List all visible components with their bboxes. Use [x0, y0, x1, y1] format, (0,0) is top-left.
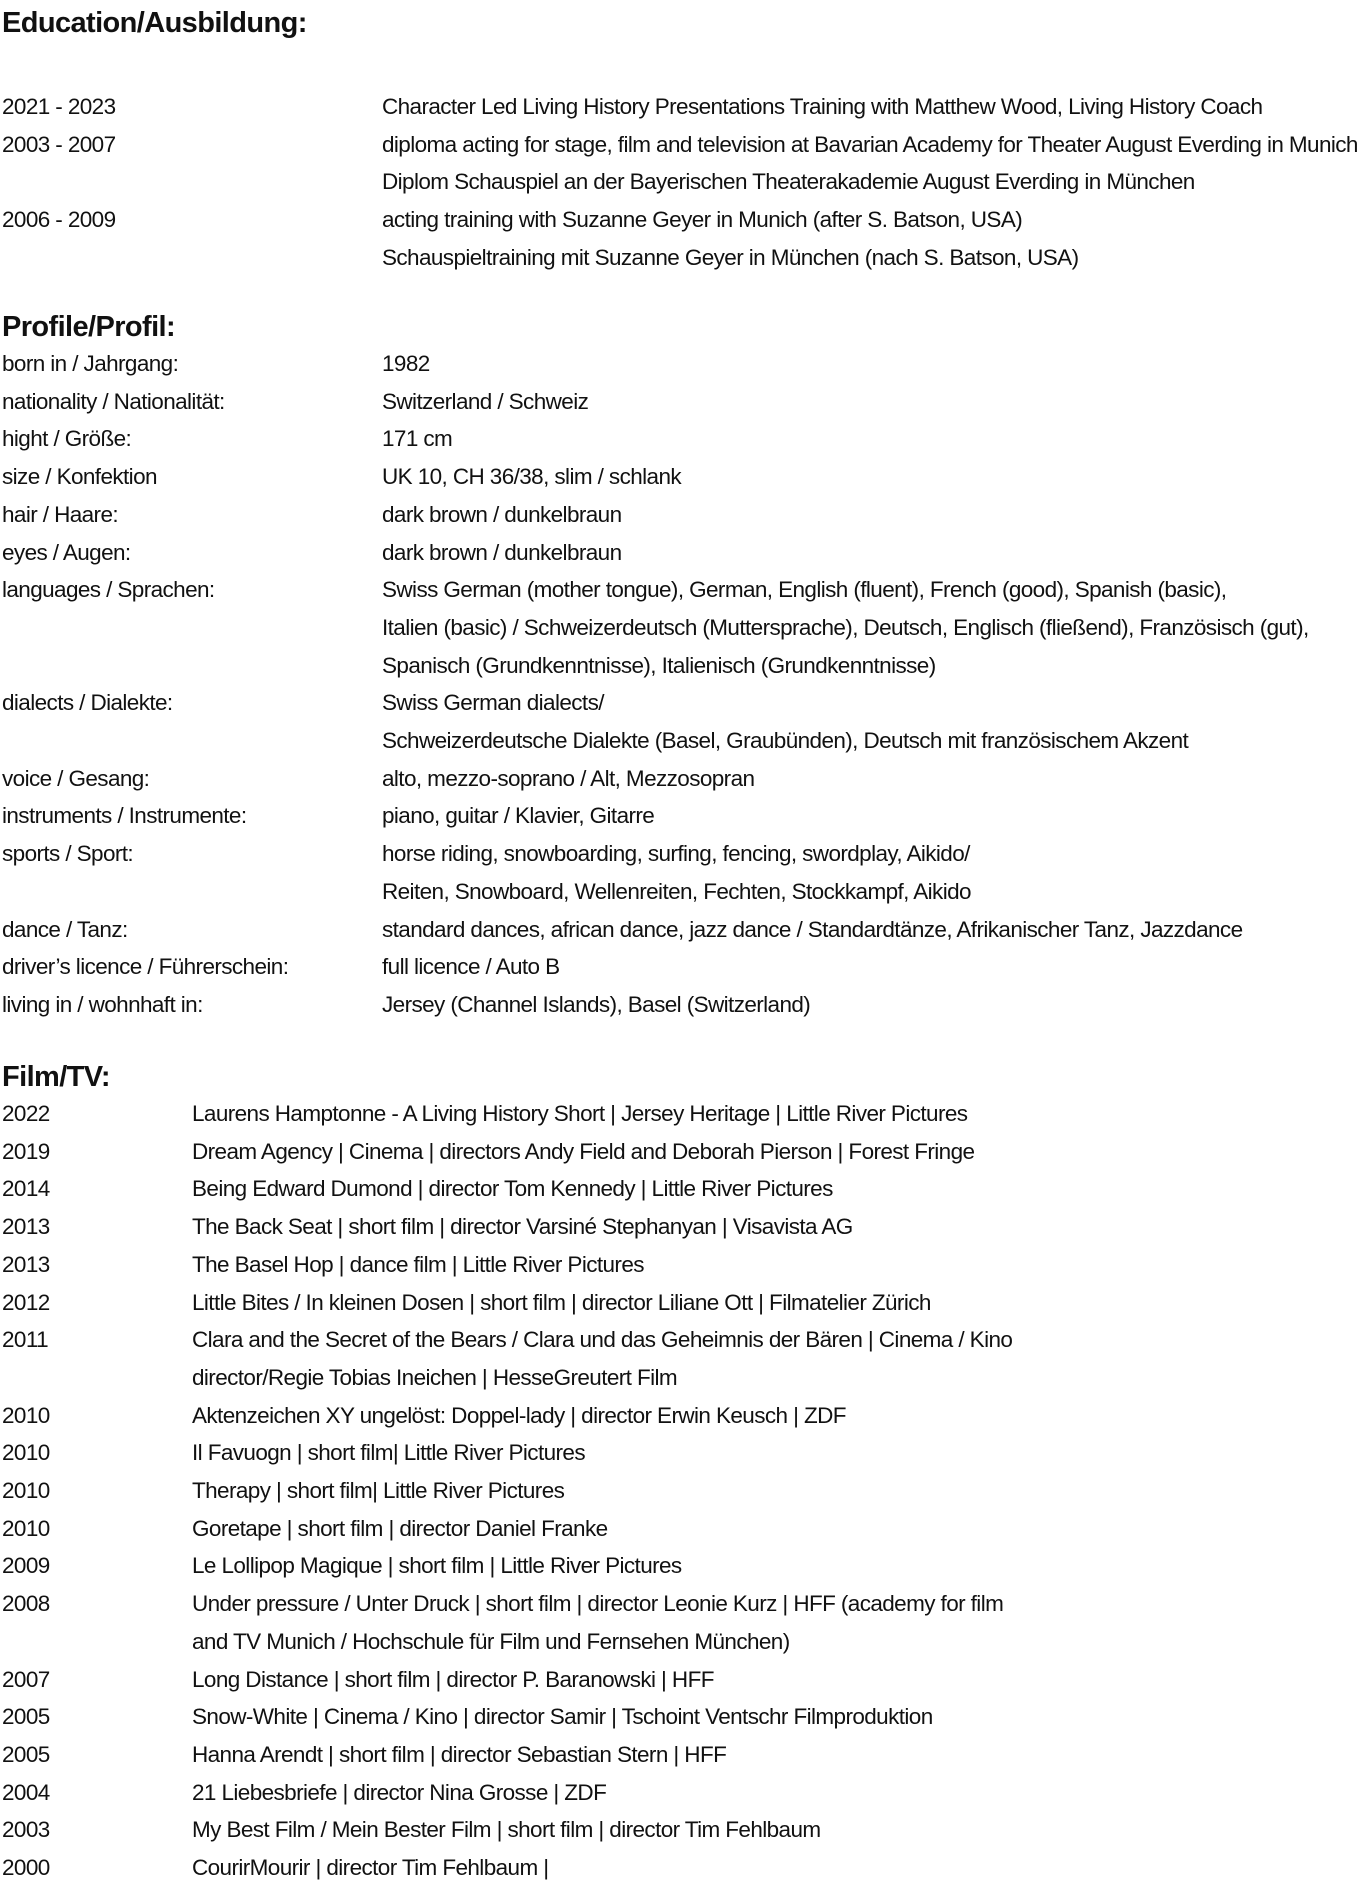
film-year: 2012: [2, 1289, 50, 1315]
film-year: 2005: [2, 1741, 50, 1767]
profile-entry: [2, 835, 1365, 910]
film-credit: [192, 1811, 821, 1849]
film-entry: [2, 1849, 1365, 1887]
film-entry: [2, 1811, 1365, 1849]
profile-label: nationality / Nationalität:: [2, 388, 225, 414]
film-entry: [2, 1170, 1365, 1208]
profile-label: size / Konfektion: [2, 464, 157, 490]
profile-entry: [2, 383, 1365, 421]
film-credit: [192, 1774, 606, 1812]
profile-label: dance / Tanz:: [2, 916, 128, 942]
profile-entry: [2, 534, 1365, 572]
education-heading: Education/Ausbildung:: [2, 7, 307, 39]
film-credit-line: Little Bites / In kleinen Dosen | short film | director Liliane Ott | Filmatelier Zürich: [192, 1289, 931, 1315]
profile-value-line: 171 cm: [382, 426, 453, 452]
film-entry: [2, 1133, 1365, 1171]
profile-entry: [2, 684, 1365, 759]
education-entry: [2, 126, 1365, 201]
profile-section: [2, 310, 1365, 1024]
film-credit: [192, 1547, 682, 1585]
film-credit: [192, 1208, 853, 1246]
film-credit-line: and TV Munich / Hochschule für Film und Fernsehen München): [192, 1628, 790, 1654]
profile-label: eyes / Augen:: [2, 539, 131, 565]
film-credit-line: Clara and the Secret of the Bears / Clara und das Geheimnis der Bären | Cinema / Kino: [192, 1327, 1013, 1353]
profile-label: voice / Gesang:: [2, 765, 150, 791]
profile-label: languages / Sprachen:: [2, 577, 215, 603]
profile-entry: [2, 420, 1365, 458]
profile-value: [382, 571, 1309, 684]
film-credit: [192, 1661, 714, 1699]
film-credit-line: Laurens Hamptonne - A Living History Short | Jersey Heritage | Little River Pictures: [192, 1101, 968, 1126]
profile-value: [382, 684, 1188, 759]
film-credit-line: My Best Film / Mein Bester Film | short film | director Tim Fehlbaum: [192, 1817, 821, 1843]
film-entry: [2, 1547, 1365, 1585]
film-credit: [192, 1321, 1012, 1396]
education-description-line: Character Led Living History Presentations Training with Matthew Wood, Living History Coach: [382, 94, 1263, 119]
film-credit: [192, 1849, 548, 1887]
education-description-line: Schauspieltraining mit Suzanne Geyer in München (nach S. Batson, USA): [382, 244, 1079, 270]
film-section: [2, 1060, 1365, 1887]
film-credit-line: Hanna Arendt | short film | director Sebastian Stern | HFF: [192, 1741, 727, 1767]
profile-value: [382, 797, 654, 835]
film-credit: [192, 1133, 974, 1171]
film-entry: [2, 1698, 1365, 1736]
education-description: [382, 88, 1262, 126]
film-year: 2007: [2, 1666, 50, 1692]
education-years: 2006 - 2009: [2, 207, 116, 233]
film-credit-line: Long Distance | short film | director P. Baranowski | HFF: [192, 1666, 714, 1692]
film-credit-line: Therapy | short film| Little River Pictures: [192, 1478, 565, 1504]
profile-entry: [2, 458, 1365, 496]
film-entry: [2, 1774, 1365, 1812]
profile-entry: [2, 911, 1365, 949]
film-credit: [192, 1095, 967, 1133]
film-credit-line: Snow-White | Cinema / Kino | director Samir | Tschoint Ventschr Filmproduktion: [192, 1704, 933, 1730]
film-credit: [192, 1170, 833, 1208]
film-credit: [192, 1434, 585, 1472]
film-year: 2010: [2, 1440, 50, 1466]
profile-entry: [2, 345, 1365, 383]
film-credit-line: Le Lollipop Magique | short film | Little River Pictures: [192, 1553, 682, 1579]
film-entry: [2, 1095, 1365, 1133]
film-credit-line: 21 Liebesbriefe | director Nina Grosse | ZDF: [192, 1779, 607, 1805]
profile-entry: [2, 496, 1365, 534]
profile-value-line: standard dances, african dance, jazz dance / Standardtänze, Afrikanischer Tanz, Jazzdance: [382, 916, 1243, 942]
profile-entry: [2, 571, 1365, 684]
film-year: 2000: [2, 1855, 50, 1881]
film-credit: [192, 1246, 644, 1284]
profile-label: hair / Haare:: [2, 501, 119, 527]
profile-heading: Profile/Profil:: [2, 311, 176, 343]
film-year: 2010: [2, 1478, 50, 1504]
film-credit: [192, 1736, 726, 1774]
film-heading: Film/TV:: [2, 1061, 110, 1093]
education-list: [2, 88, 1365, 277]
profile-value-line: Swiss German dialects/: [382, 690, 604, 716]
profile-value-line: full licence / Auto B: [382, 954, 560, 980]
profile-value: [382, 534, 622, 572]
profile-value-line: dark brown / dunkelbraun: [382, 539, 622, 565]
film-entry: [2, 1736, 1365, 1774]
film-entry: [2, 1434, 1365, 1472]
profile-list: [2, 345, 1365, 1024]
profile-value: [382, 835, 971, 910]
film-credit-line: CourirMourir | director Tim Fehlbaum |: [192, 1855, 549, 1881]
education-years: 2021 - 2023: [2, 94, 116, 119]
education-description-line: acting training with Suzanne Geyer in Munich (after S. Batson, USA): [382, 207, 1023, 233]
education-description-line: Diplom Schauspiel an der Bayerischen Theaterakademie August Everding in München: [382, 169, 1195, 195]
profile-label: hight / Größe:: [2, 426, 132, 452]
profile-value-line: Schweizerdeutsche Dialekte (Basel, Graubünden), Deutsch mit französischem Akzent: [382, 728, 1189, 754]
profile-value-line: Reiten, Snowboard, Wellenreiten, Fechten, Stockkampf, Aikido: [382, 878, 971, 904]
profile-entry: [2, 760, 1365, 798]
profile-value-line: horse riding, snowboarding, surfing, fencing, swordplay, Aikido/: [382, 841, 970, 867]
education-description-line: diploma acting for stage, film and television at Bavarian Academy for Theater August Everding in Munich: [382, 131, 1358, 157]
education-entry: [2, 88, 1365, 126]
film-credit-line: Being Edward Dumond | director Tom Kennedy | Little River Pictures: [192, 1176, 833, 1202]
film-credit-line: Il Favuogn | short film| Little River Pictures: [192, 1440, 585, 1466]
film-year: 2011: [2, 1327, 48, 1353]
film-year: 2013: [2, 1251, 50, 1277]
film-year: 2014: [2, 1176, 50, 1202]
profile-value: [382, 986, 810, 1024]
film-entry: [2, 1284, 1365, 1322]
profile-label: born in / Jahrgang:: [2, 351, 179, 376]
profile-value-line: dark brown / dunkelbraun: [382, 501, 622, 527]
profile-value-line: piano, guitar / Klavier, Gitarre: [382, 803, 655, 829]
film-credit-line: Aktenzeichen XY ungelöst: Doppel-lady | director Erwin Keusch | ZDF: [192, 1402, 846, 1428]
film-entry: [2, 1246, 1365, 1284]
film-credit: [192, 1397, 846, 1435]
film-year: 2003: [2, 1817, 50, 1843]
film-entry: [2, 1510, 1365, 1548]
profile-entry: [2, 797, 1365, 835]
education-entry: [2, 201, 1365, 276]
education-description: [382, 201, 1079, 276]
film-credit-line: Dream Agency | Cinema | directors Andy Field and Deborah Pierson | Forest Fringe: [192, 1138, 975, 1164]
profile-label: instruments / Instrumente:: [2, 803, 247, 829]
profile-value: [382, 948, 560, 986]
film-year: 2009: [2, 1553, 50, 1579]
profile-value-line: Switzerland / Schweiz: [382, 388, 589, 414]
profile-entry: [2, 948, 1365, 986]
film-year: 2008: [2, 1591, 50, 1617]
film-year: 2019: [2, 1138, 50, 1164]
profile-value-line: alto, mezzo-soprano / Alt, Mezzosopran: [382, 765, 755, 791]
profile-entry: [2, 986, 1365, 1024]
film-credit: [192, 1698, 933, 1736]
film-credit-line: The Basel Hop | dance film | Little River Pictures: [192, 1251, 644, 1277]
film-entry: [2, 1397, 1365, 1435]
film-credit-line: Goretape | short film | director Daniel Franke: [192, 1515, 608, 1541]
profile-value: [382, 420, 452, 458]
film-entry: [2, 1208, 1365, 1246]
film-credit: [192, 1472, 564, 1510]
film-year: 2013: [2, 1214, 50, 1240]
profile-value: [382, 345, 430, 383]
film-list: [2, 1095, 1365, 1887]
film-year: 2004: [2, 1779, 50, 1805]
profile-label: sports / Sport:: [2, 841, 134, 867]
education-description: [382, 126, 1358, 201]
film-year: 2010: [2, 1402, 50, 1428]
profile-value: [382, 458, 681, 496]
profile-value-line: Jersey (Channel Islands), Basel (Switzerland): [382, 991, 811, 1017]
film-entry: [2, 1472, 1365, 1510]
film-year: 2005: [2, 1704, 50, 1730]
film-entry: [2, 1661, 1365, 1699]
education-section: [2, 6, 1365, 277]
film-credit: [192, 1585, 1003, 1660]
film-credit: [192, 1510, 608, 1548]
profile-label: driver’s licence / Führerschein:: [2, 954, 289, 980]
profile-value: [382, 911, 1243, 949]
film-year: 2010: [2, 1515, 50, 1541]
profile-value-line: UK 10, CH 36/38, slim / schlank: [382, 464, 682, 490]
profile-value-line: Spanisch (Grundkenntnisse), Italienisch (Grundkenntnisse): [382, 652, 936, 678]
profile-value: [382, 760, 754, 798]
film-year: 2022: [2, 1101, 50, 1126]
education-years: 2003 - 2007: [2, 131, 116, 157]
film-credit-line: director/Regie Tobias Ineichen | HesseGreutert Film: [192, 1364, 678, 1390]
film-entry: [2, 1321, 1365, 1396]
profile-value-line: Italien (basic) / Schweizerdeutsch (Muttersprache), Deutsch, Englisch (fließend), Französisch (gut),: [382, 614, 1309, 640]
film-credit-line: Under pressure / Unter Druck | short film | director Leonie Kurz | HFF (academy for film: [192, 1591, 1004, 1617]
film-entry: [2, 1585, 1365, 1660]
profile-value-line: Swiss German (mother tongue), German, English (fluent), French (good), Spanish (basic),: [382, 577, 1227, 603]
profile-label: dialects / Dialekte:: [2, 690, 173, 716]
film-credit-line: The Back Seat | short film | director Varsiné Stephanyan | Visavista AG: [192, 1214, 853, 1240]
profile-value: [382, 383, 588, 421]
profile-label: living in / wohnhaft in:: [2, 991, 203, 1017]
profile-value: [382, 496, 622, 534]
film-credit: [192, 1284, 931, 1322]
profile-value-line: 1982: [382, 351, 430, 376]
